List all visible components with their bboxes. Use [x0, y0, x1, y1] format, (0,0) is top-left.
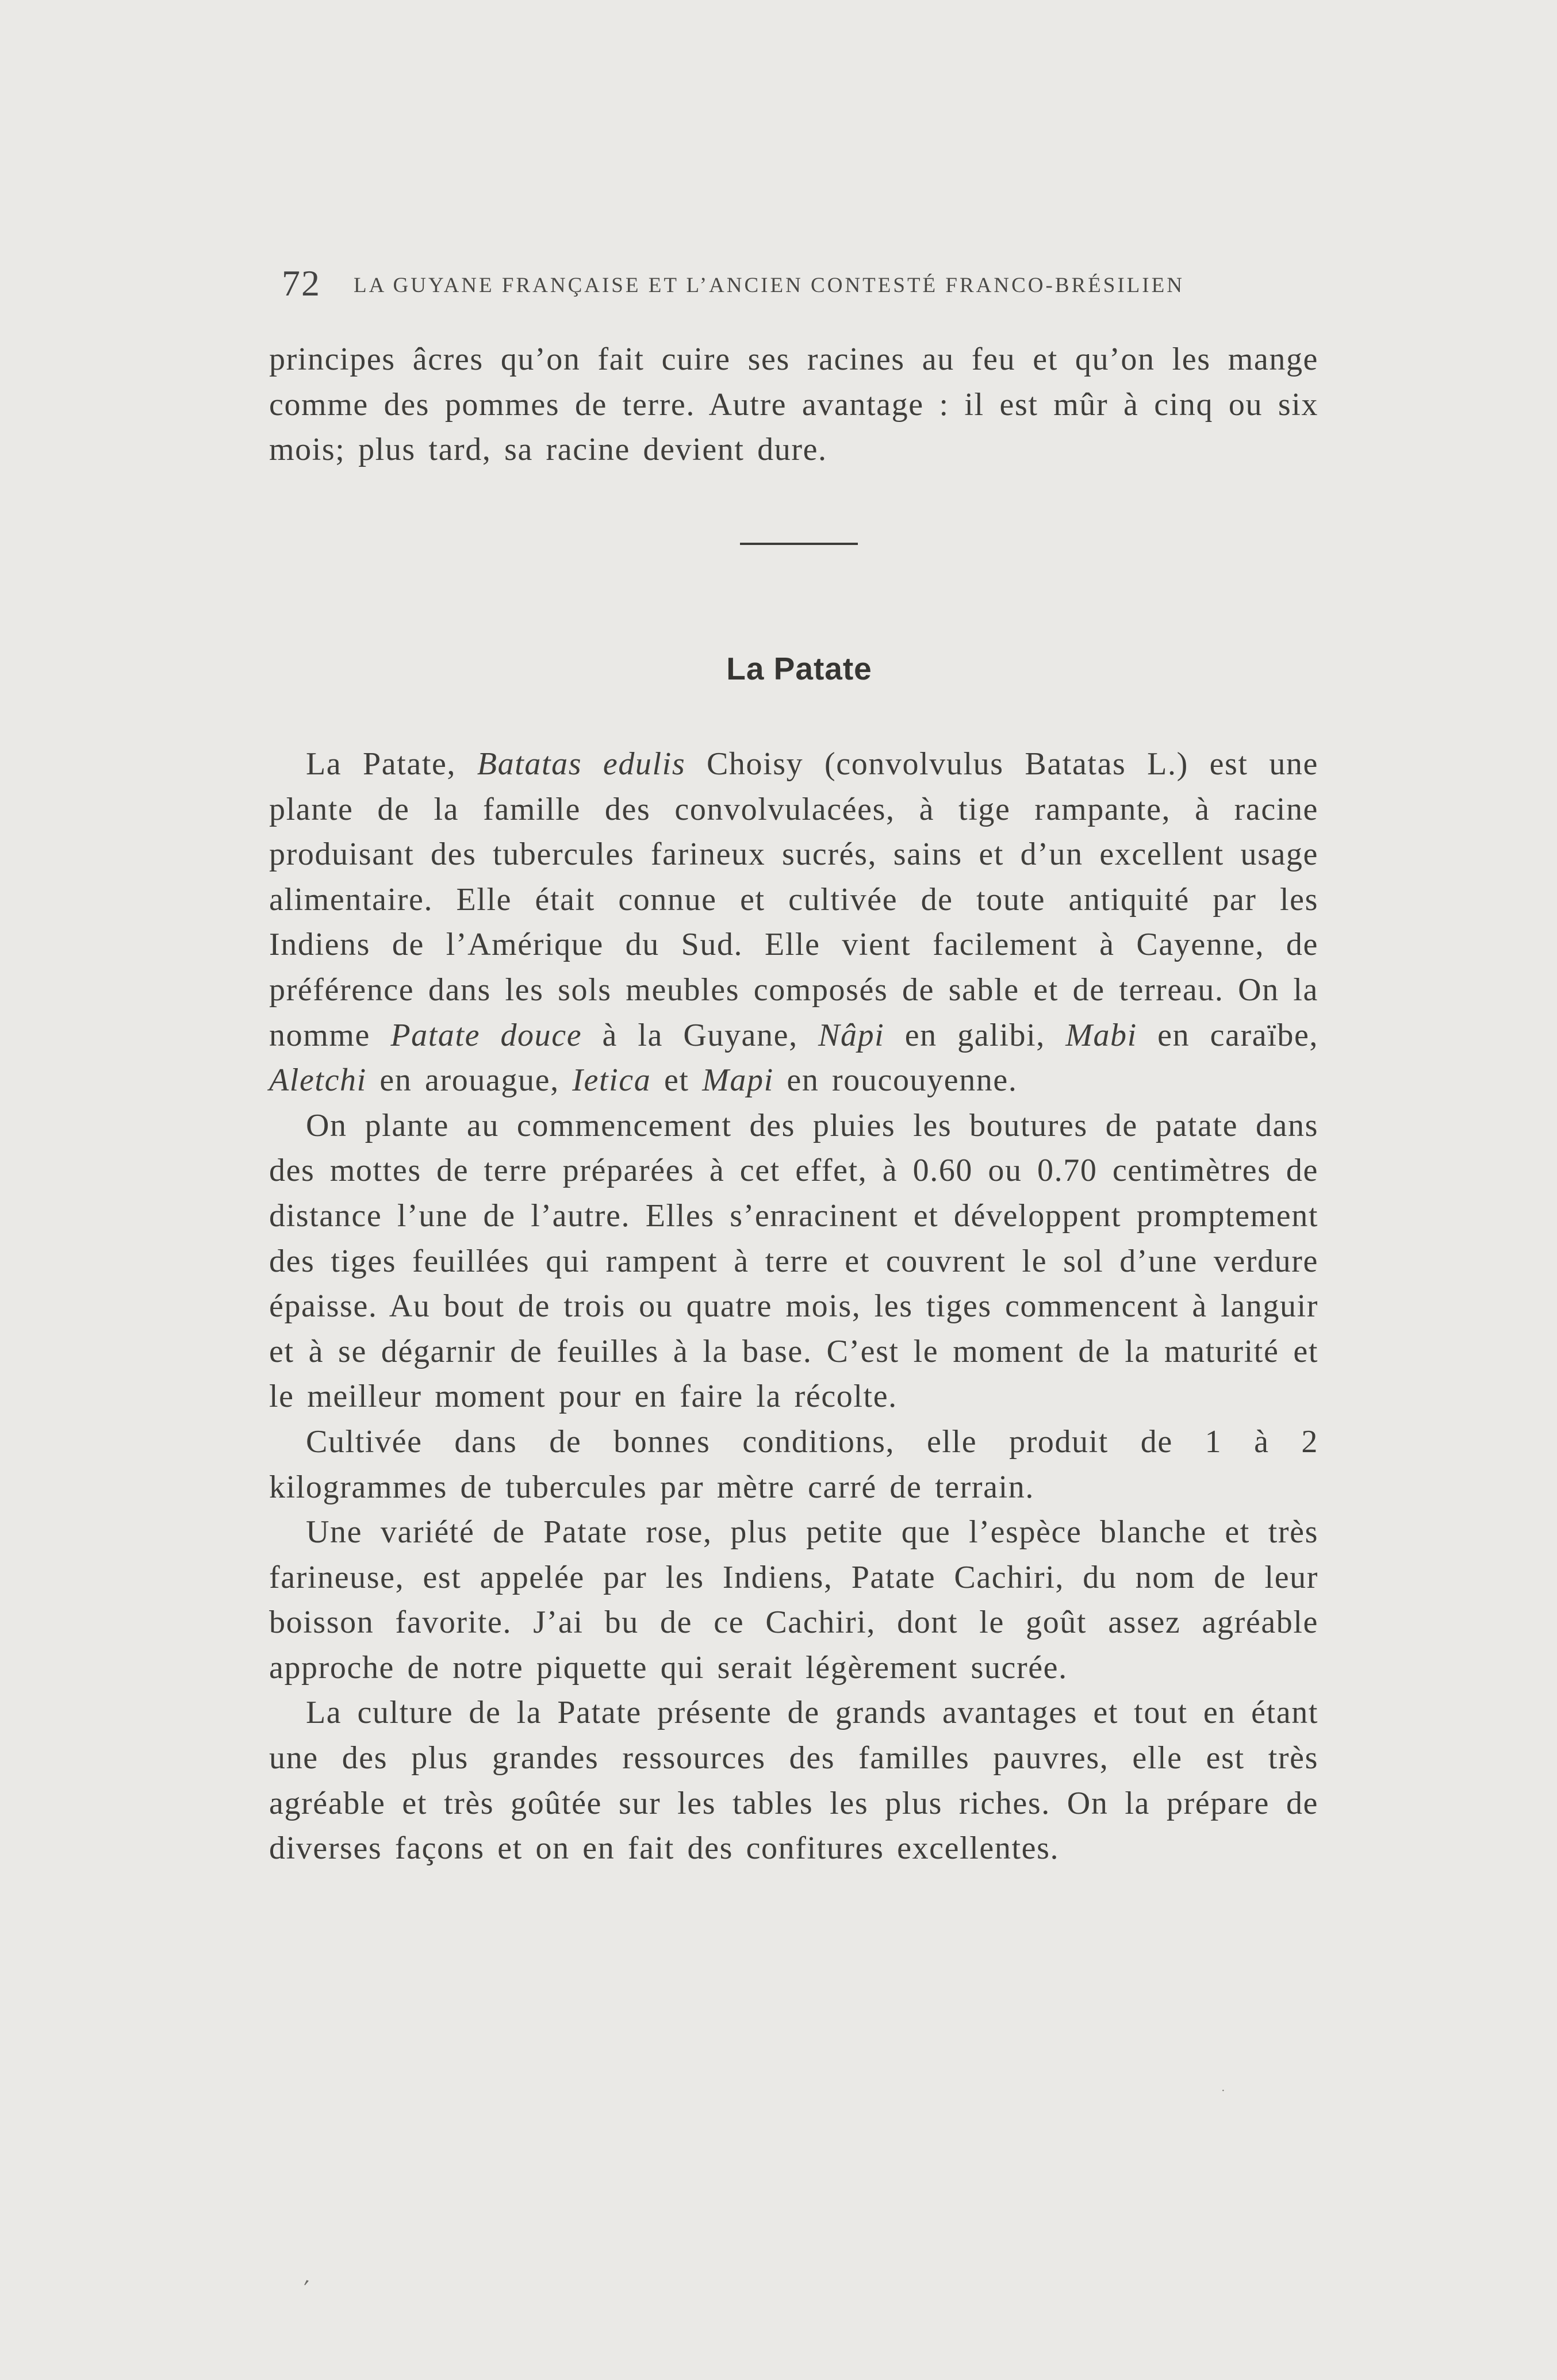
p1-italic-mapi: Mapi [702, 1062, 774, 1099]
p1-text-3: à la Guyane, [582, 1017, 819, 1053]
running-header [282, 263, 1340, 304]
p1-text-4: en galibi, [884, 1017, 1066, 1053]
p1-italic-mabi: Mabi [1065, 1017, 1137, 1053]
p1-text-7: et [651, 1062, 703, 1099]
p1-text-8: en roucouyenne. [773, 1062, 1018, 1099]
page-number: 72 [282, 263, 321, 304]
paper-speck-mark: ′ [298, 2274, 312, 2301]
p1-text-2: Choisy (convolvulus Batatas L.) est une plante de la famille des convolvulacées, à tige rampante, à racine produisant des tubercules farineux sucrés, sains et d’un excellent usage alimentaire. Elle était connue et cultivée de toute antiquité par les Indiens de l’Amérique du Sud. Elle vient facilement à Cayenne, de préférence dans les sols meubles composés de sable et de terreau. On la nomme [269, 746, 1318, 1053]
carry-over-paragraph: principes âcres qu’on fait cuire ses racines au feu et qu’on les mange comme des pommes de terre. Autre avantage : il est mûr à cinq ou six mois; plus tard, sa racine devient dure. [269, 341, 1318, 468]
p1-italic-aletchi: Aletchi [269, 1062, 367, 1099]
section-separator-rule [740, 543, 858, 545]
p1-text-5: en caraïbe, [1137, 1017, 1319, 1053]
p1-text-1: La Patate, [306, 746, 477, 782]
carry-over-paragraph-block [269, 337, 1318, 473]
paragraph-1 [269, 742, 1318, 1103]
paragraph-5: La culture de la Patate présente de grands avantages et tout en étant une des plus grandes ressources des familles pauvres, elle est très agréable et très goûtée sur les tables les plus riches. On la prépare de diverses façons et on en fait des confitures excellentes. [269, 1695, 1318, 1867]
section-body [269, 742, 1318, 1871]
paragraph-4: Une variété de Patate rose, plus petite que l’espèce blanche et très farineuse, est appelée par les Indiens, Patate Cachiri, du nom de leur boisson favorite. J’ai bu de ce Cachiri, dont le goût assez agréable approche de notre piquette qui serait légèrement sucrée. [269, 1514, 1318, 1686]
p1-text-6: en arouague, [366, 1062, 573, 1099]
section-title: La Patate [726, 651, 872, 686]
p1-italic-ietica: Ietica [572, 1062, 651, 1099]
p1-italic-batatas-edulis: Batatas edulis [477, 746, 686, 782]
paragraph-3: Cultivée dans de bonnes conditions, elle produit de 1 à 2 kilogrammes de tubercules par mètre carré de terrain. [269, 1423, 1318, 1505]
paper-speck-mark: · [1221, 2085, 1225, 2097]
p1-italic-napi: Nâpi [818, 1017, 885, 1053]
running-title: LA GUYANE FRANÇAISE ET L’ANCIEN CONTESTÉ FRANCO-BRÉSILIEN [354, 274, 1184, 297]
p1-italic-patate-douce: Patate douce [390, 1017, 582, 1053]
paragraph-2: On plante au commencement des pluies les boutures de patate dans des mottes de terre préparées à cet effet, à 0.60 ou 0.70 centimètres de distance l’une de l’autre. Elles s’enracinent et développent promptement des tiges feuillées qui rampent à terre et couvrent le sol d’une verdure épaisse. Au bout de trois ou quatre mois, les tiges commencent à languir et à se dégarnir de feuilles à la base. C’est le moment de la maturité et le meilleur moment pour en faire la récolte. [269, 1107, 1318, 1415]
